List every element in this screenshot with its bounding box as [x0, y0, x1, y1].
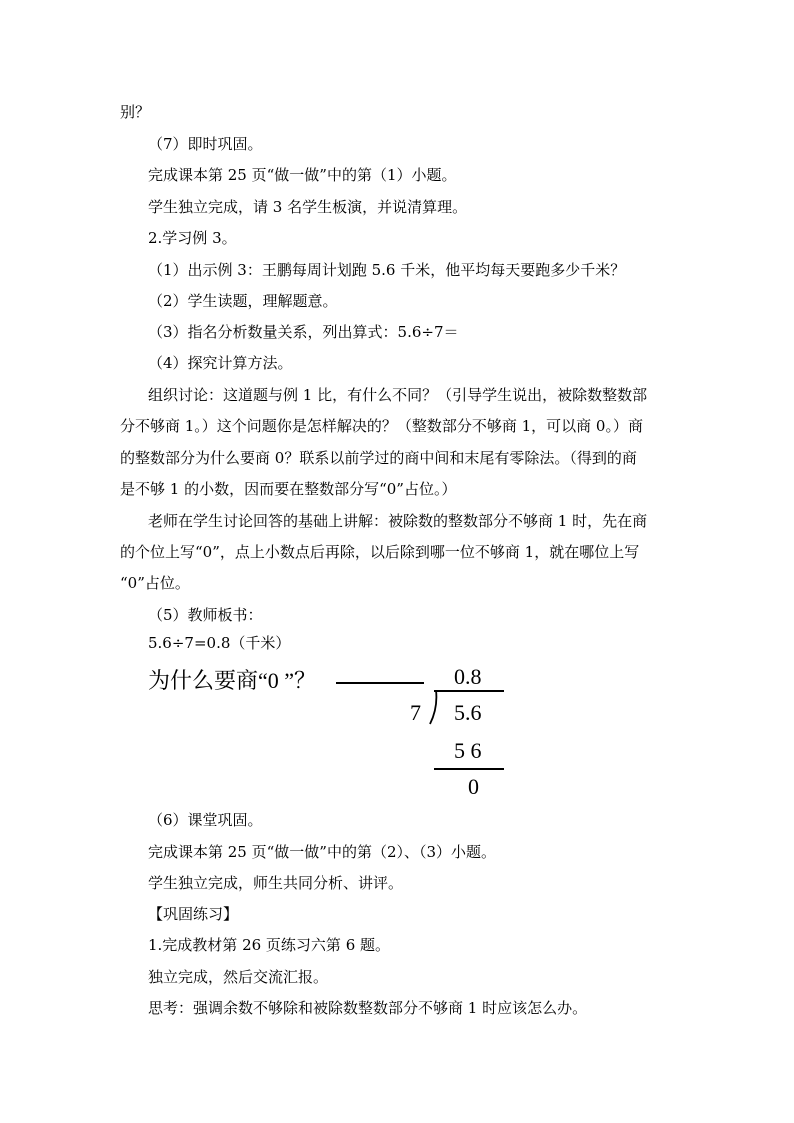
text-line-10: 组织讨论：这道题与例 1 比，有什么不同？（引导学生说出，被除数整数部: [148, 386, 648, 404]
division-remainder: 0: [468, 774, 479, 799]
text-line-5: 2.学习例 3。: [148, 229, 237, 247]
text-line-4: 学生独立完成，请 3 名学生板演，并说清算理。: [148, 198, 468, 216]
text-line-11: 分不够商 1。）这个问题你是怎样解决的？（整数部分不够商 1，可以商 0。）商: [120, 417, 643, 435]
division-divisor: 7: [410, 700, 421, 725]
division-bar: [434, 690, 504, 692]
division-quotient: 0.8: [454, 664, 482, 689]
text-line-3: 完成课本第 25 页“做一做”中的第（1）小题。: [148, 166, 457, 184]
text-line-18: 5.6÷7=0.8（千米）: [148, 634, 291, 652]
text-line-15: 的个位上写“0”，点上小数点后再除，以后除到哪一位不够商 1，就在哪位上写: [120, 543, 640, 561]
subtraction-line: [434, 768, 504, 770]
text-line-6: （1）出示例 3：王鹏每周计划跑 5.6 千米，他平均每天要跑多少千米？: [148, 261, 626, 279]
text-line-12: 的整数部分为什么要商 0？联系以前学过的商中间和末尾有零除法。（得到的商: [120, 449, 637, 467]
division-dividend: 5.6: [454, 700, 482, 725]
text-line-19: （6）课堂巩固。: [148, 811, 263, 829]
text-line-1: 别？: [120, 103, 151, 121]
text-line-21: 学生独立完成，师生共同分析、讲评。: [148, 874, 404, 892]
division-bracket: [428, 690, 440, 726]
long-division-diagram: [148, 660, 528, 805]
text-line-23: 1.完成教材第 26 页练习六第 6 题。: [148, 936, 391, 954]
text-line-2: （7）即时巩固。: [148, 135, 263, 153]
division-product: 5 6: [454, 738, 482, 763]
text-line-8: （3）指名分析数量关系，列出算式：5.6÷7＝: [148, 323, 459, 341]
text-line-7: （2）学生读题，理解题意。: [148, 292, 338, 310]
arrow-line: [336, 682, 424, 684]
text-line-25: 思考：强调余数不够除和被除数整数部分不够商 1 时应该怎么办。: [148, 999, 588, 1017]
text-line-17: （5）教师板书：: [148, 606, 263, 624]
text-line-9: （4）探究计算方法。: [148, 354, 293, 372]
text-line-16: “0”占位。: [120, 574, 190, 592]
text-line-14: 老师在学生讨论回答的基础上讲解：被除数的整数部分不够商 1 时，先在商: [148, 512, 648, 530]
division-question: 为什么要商“0 ”？: [148, 668, 317, 693]
text-line-20: 完成课本第 25 页“做一做”中的第（2）、（3）小题。: [148, 843, 497, 861]
text-line-13: 是不够 1 的小数，因而要在整数部分写“0”占位。）: [120, 480, 457, 498]
text-line-22: 【巩固练习】: [148, 905, 239, 923]
text-line-24: 独立完成，然后交流汇报。: [148, 968, 329, 986]
